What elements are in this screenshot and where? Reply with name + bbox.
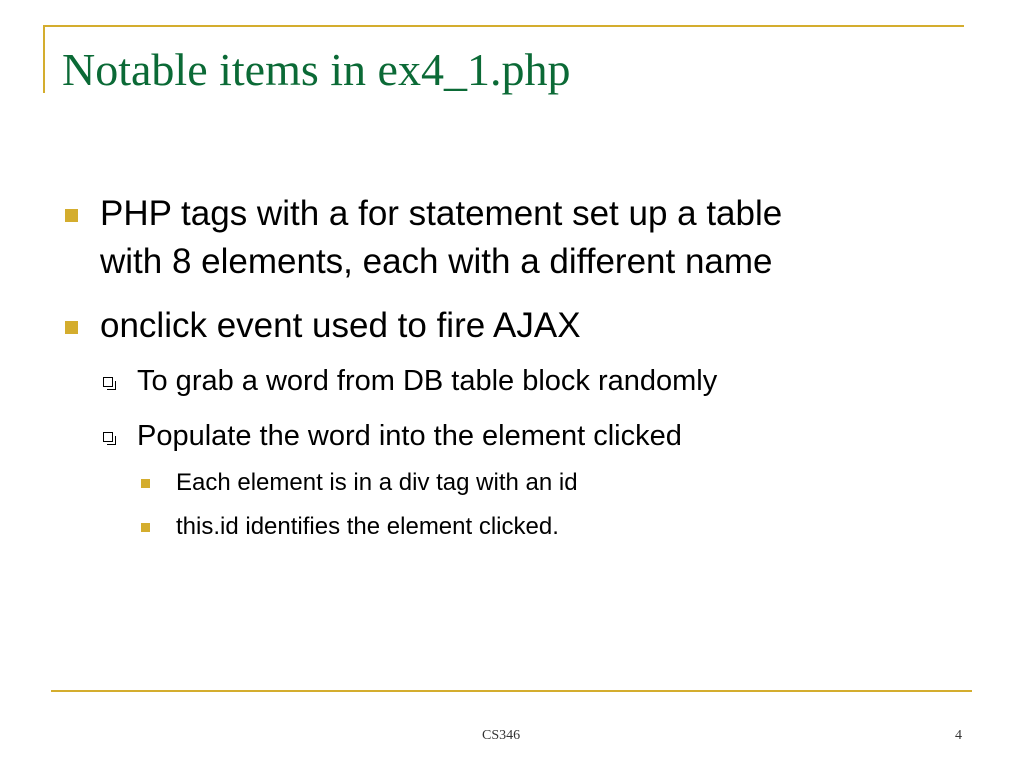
bullet-square-icon	[141, 523, 150, 532]
bullet-hollow-square-icon	[103, 432, 113, 442]
footer-label: CS346	[482, 728, 521, 743]
sub-sub-bullet-item: Each element is in a div tag with an id	[176, 469, 578, 496]
page-number: 4	[955, 728, 962, 743]
bullet-hollow-square-icon	[103, 377, 113, 387]
bullet-line: with 8 elements, each with a different name	[100, 242, 773, 281]
sub-bullet-item: Populate the word into the element clicked	[137, 420, 682, 452]
bullet-line: PHP tags with a for statement set up a table	[100, 194, 783, 233]
bullet-item	[100, 190, 782, 286]
bullet-item: onclick event used to fire AJAX	[100, 306, 581, 345]
bullet-square-icon	[65, 209, 78, 222]
sub-bullet-item: To grab a word from DB table block randomly	[137, 365, 718, 397]
bottom-rule	[51, 690, 972, 692]
slide-title: Notable items in ex4_1.php	[62, 44, 571, 95]
bullet-square-icon	[65, 321, 78, 334]
sub-sub-bullet-item: this.id identifies the element clicked.	[176, 513, 559, 540]
bullet-square-icon	[141, 479, 150, 488]
